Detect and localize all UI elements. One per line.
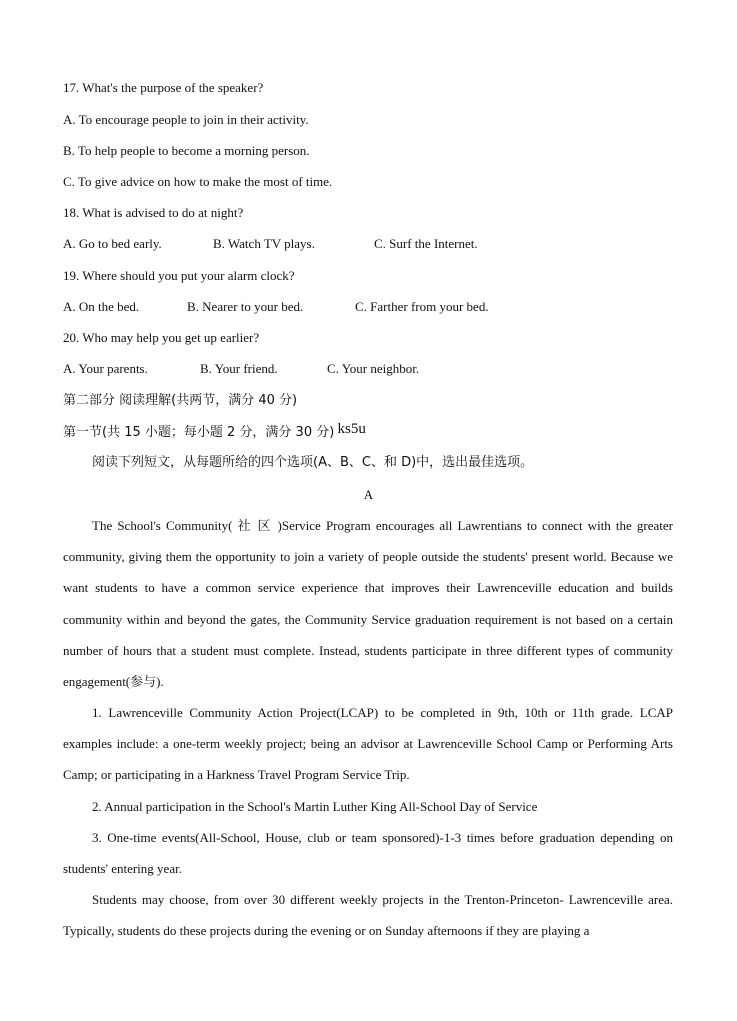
q20-option-c: C. Your neighbor. [327,361,420,376]
question-20: 20. Who may help you get up earlier? [63,330,260,345]
question-19: 19. Where should you put your alarm clock? [63,268,295,283]
passage-label: A [363,487,374,502]
q17-option-c: C. To give advice on how to make the most of time. [63,174,333,189]
q18-option-c: C. Surf the Internet. [374,236,478,251]
q20-option-b: B. Your friend. [200,361,278,376]
passage-paragraph-3: 2. Annual participation in the School's Martin Luther King All-School Day of Service [92,799,538,814]
passage-paragraph-5: Students may choose, from over 30 different weekly projects in the Trenton-Princeton- Lawrenceville area. Typically, students do these projects during the evening or on Sunday afternoons if they are playing a [63,892,673,939]
section1-heading-line [63,421,366,441]
q19-option-a: A. On the bed. [63,299,140,314]
passage-paragraph-1: The School's Community( 社 区 )Service Program encourages all Lawrentians to connect with the greater community, giving them the opportunity to join a variety of people outside the students' present world. Because we want students to have a common service experience that improves their Lawrenceville education and builds community within and beyond the gates, the Community Service graduation requirement is not based on a certain number of hours that a student must complete. Instead, students participate in three different types of community engagement(参与). [63,518,673,690]
q18-option-a: A. Go to bed early. [63,236,162,251]
part2-heading: 第二部分 阅读理解(共两节，满分 40 分) [63,393,298,408]
reading-instruction: 阅读下列短文，从每题所给的四个选项(A、B、C、和 D)中，选出最佳选项。 [92,455,534,470]
q17-option-a: A. To encourage people to join in their activity. [63,112,309,127]
q19-option-b: B. Nearer to your bed. [187,299,304,314]
watermark-text: ks5u [337,421,366,437]
q20-option-a: A. Your parents. [63,361,148,376]
question-18: 18. What is advised to do at night? [63,205,244,220]
section1-heading: 第一节(共 15 小题；每小题 2 分，满分 30 分) [63,425,335,440]
q18-option-b: B. Watch TV plays. [213,236,315,251]
question-17: 17. What's the purpose of the speaker? [63,80,264,95]
q19-option-c: C. Farther from your bed. [355,299,489,314]
q17-option-b: B. To help people to become a morning person. [63,143,310,158]
passage-paragraph-2: 1. Lawrenceville Community Action Project(LCAP) to be completed in 9th, 10th or 11th grade. LCAP examples include: a one-term weekly project; being an advisor at Lawrenceville School Camp or Performing Arts Camp; or participating in a Harkness Travel Program Service Trip. [63,705,673,783]
passage-paragraph-4: 3. One-time events(All-School, House, club or team sponsored)-1-3 times before graduation depending on students' entering year. [63,830,673,877]
